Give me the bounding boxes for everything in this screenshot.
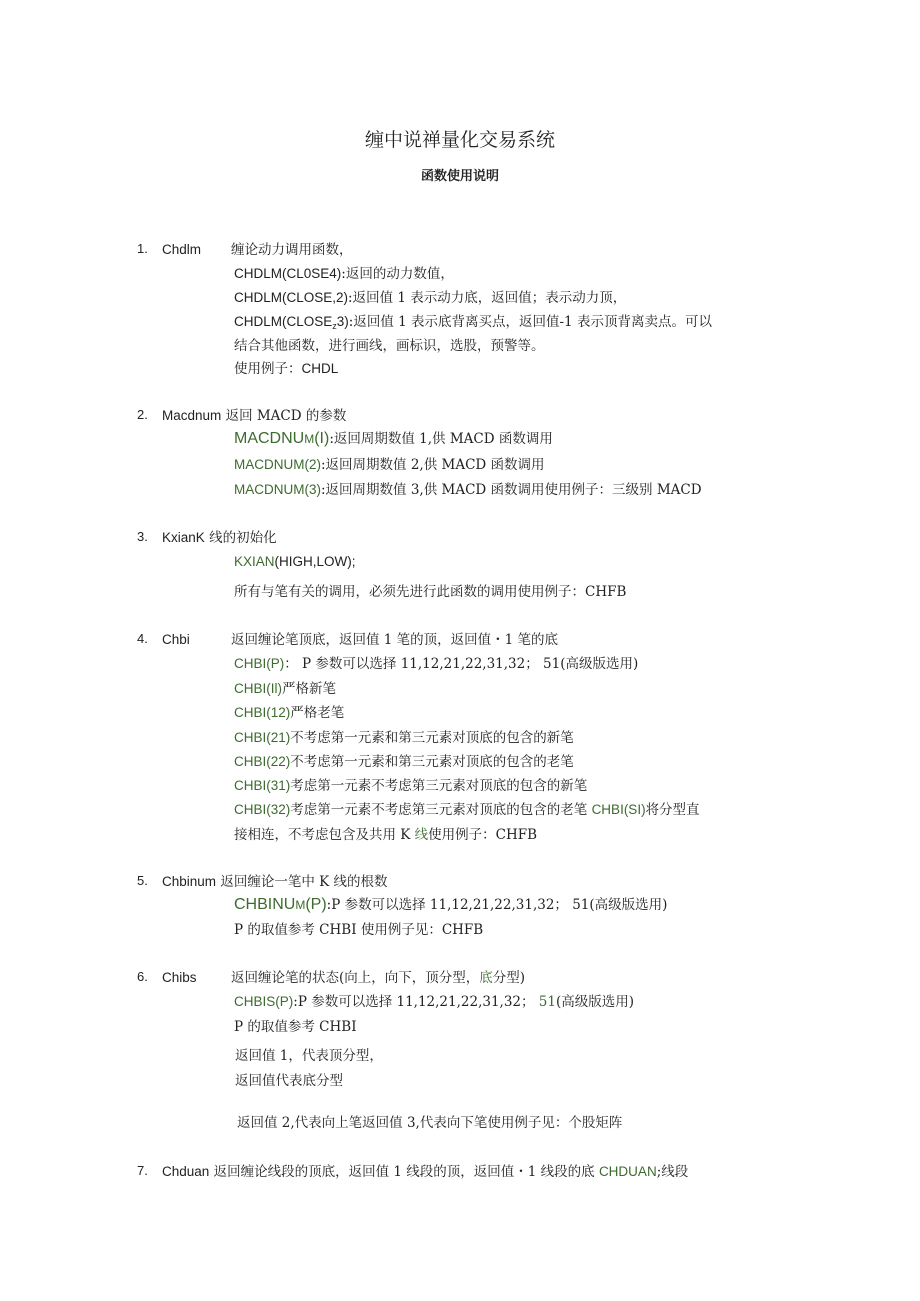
function-name: CHDLM(CL0SE4)	[234, 266, 342, 281]
section-3-line-1: KXIAN(HIGH,LOW);	[234, 554, 356, 569]
function-name: CHDLM(CLOSE	[234, 314, 333, 329]
section-6-line-2: P 的取值参考 CHBI	[234, 1019, 357, 1035]
section-2-number: 2.	[137, 407, 148, 422]
section-6-desc: 返回缠论笔的状态(向上，向下，顶分型，底分型)	[231, 970, 526, 986]
section-1-name: Chdlm	[162, 242, 202, 257]
section-4-line-3: CHBI(12)严格老笔	[234, 705, 345, 721]
section-4-line-1: CHBI(P)： P 参数可以选择 11,12,21,22,31,32； 51(高级版选用)	[234, 656, 639, 672]
function-name-end: 3)	[336, 314, 349, 329]
function-name: CHDLM(CLOSE,2)	[234, 290, 349, 305]
section-4-line-5: CHBI(22)不考虑第一元素和第三元素对顶底的包含的老笔	[234, 754, 574, 770]
section-3-heading: KxianK 线的初始化	[162, 530, 277, 546]
section-4-line-4: CHBI(21)不考虑第一元素和第三元素对顶底的包含的新笔	[234, 730, 574, 746]
section-1-line-1	[234, 265, 454, 283]
section-2-line-3: MACDNUM(3):返回周期数值 3,供 MACD 函数调用使用例子：三级别 MACD	[234, 482, 702, 498]
section-2-heading	[162, 407, 346, 425]
function-desc: :返回的动力数值，	[341, 266, 454, 282]
section-7-number: 7.	[137, 1163, 148, 1178]
function-desc: :返回值 1 表示动力底，返回值；表示动力顶，	[348, 290, 627, 306]
section-5-heading: Chbinum 返回缠论一笔中 K 线的根数	[162, 874, 388, 890]
section-2-name: Macdnum	[162, 408, 222, 423]
section-4-number: 4.	[137, 631, 148, 646]
section-6-line-1: CHBIS(P):P 参数可以选择 11,12,21,22,31,32； 51(高级版选用)	[234, 994, 635, 1010]
section-2-line-1: MACDNUM(I):返回周期数值 1,供 MACD 函数调用	[234, 430, 553, 447]
section-6-number: 6.	[137, 969, 148, 984]
section-6-line-3: 返回值 1，代表顶分型，	[235, 1048, 383, 1064]
section-3-line-2: 所有与笔有关的调用，必须先进行此函数的调用使用例子：CHFB	[234, 584, 627, 600]
section-4-line-7: CHBI(32)考虑第一元素不考虑第三元素对顶底的包含的老笔 CHBI(SI)将分型直	[234, 802, 700, 818]
section-6-line-5: 返回值 2,代表向上笔返回值 3,代表向下笔使用例子见：个股矩阵	[237, 1115, 623, 1131]
section-5-number: 5.	[137, 873, 148, 888]
section-1-line-3	[234, 313, 712, 335]
document-title: 缠中说禅量化交易系统	[364, 129, 555, 151]
section-1-number: 1.	[137, 241, 148, 256]
section-4-name: Chbi	[162, 632, 190, 647]
section-4-line-6: CHBI(31)考虑第一元素不考虑第三元素对顶底的包含的新笔	[234, 778, 588, 794]
document-subtitle: 函数使用说明	[420, 169, 499, 184]
section-7-heading: Chduan 返回缠论线段的顶底，返回值 1 线段的顶，返回值・1 线段的底 CHDUAN;线段	[162, 1164, 689, 1180]
section-6-line-4: 返回值代表底分型	[235, 1073, 343, 1089]
section-4-line-8: 接相连，不考虑包含及共用 K 线使用例子：CHFB	[234, 827, 538, 843]
section-2-line-2: MACDNUM(2):返回周期数值 2,供 MACD 函数调用	[234, 457, 545, 473]
section-5-line-1: CHBINUM(P):P 参数可以选择 11,12,21,22,31,32； 51(高级版选用)	[234, 896, 668, 913]
section-1-example: 使用例子：CHDL	[234, 361, 339, 377]
section-4-desc: 返回缠论笔顶底，返回值 1 笔的顶，返回值・1 笔的底	[231, 632, 559, 648]
function-name-subscript: z	[332, 321, 337, 331]
section-1-desc: 缠论动力调用函数，	[231, 242, 353, 258]
section-5-line-2: P 的取值参考 CHBI 使用例子见：CHFB	[234, 922, 484, 938]
section-4-line-2: CHBI(Il)严格新笔	[234, 681, 336, 697]
section-3-number: 3.	[137, 529, 148, 544]
section-1-line-4: 结合其他函数，进行画线，画标识，选股，预警等。	[234, 338, 545, 354]
function-desc: :返回值 1 表示底背离买点，返回值-1 表示顶背离卖点。可以	[348, 314, 712, 330]
section-6-name: Chibs	[162, 970, 197, 985]
section-2-desc: 返回 MACD 的参数	[221, 408, 347, 424]
section-1-line-2	[234, 289, 626, 307]
